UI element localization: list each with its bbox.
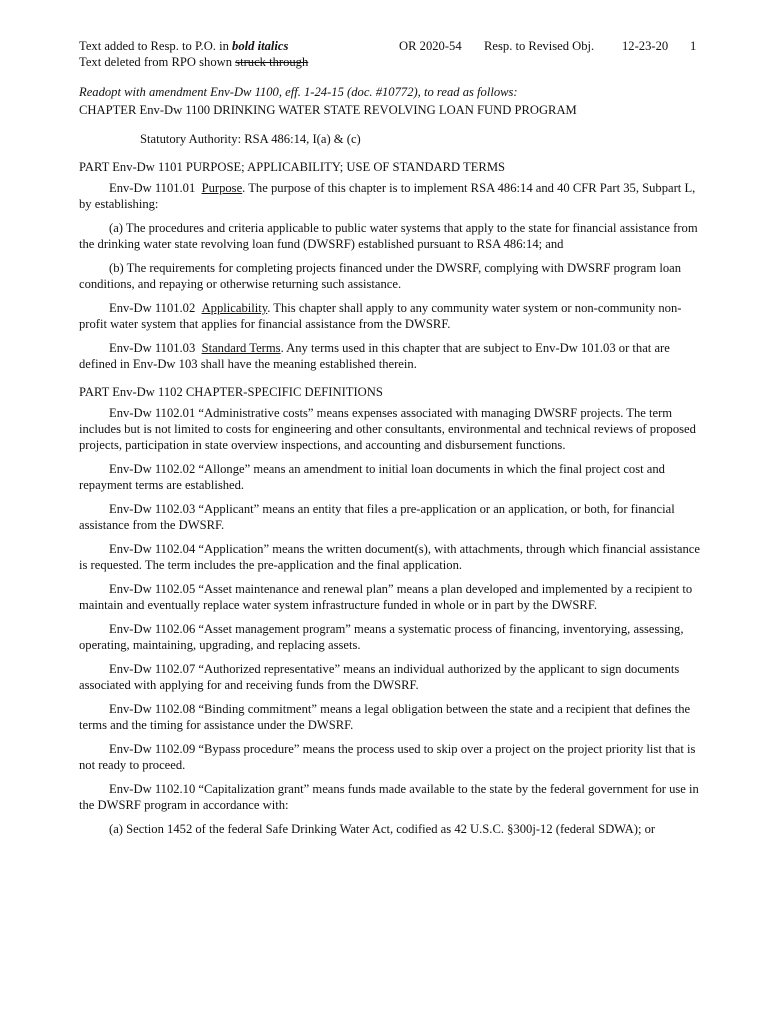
definition-1102-06: Env-Dw 1102.06 “Asset management program” means a systematic process of financing, inventorying, assessing, operating, maintaining, upgrading, and replacing assets.: [79, 622, 684, 652]
page-number: 1: [690, 39, 697, 53]
definition-1102-07: Env-Dw 1102.07 “Authorized representative” means an individual authorized by the applicant to sign documents associated with applying for and receiving funds from the DWSRF.: [79, 662, 680, 692]
chapter-title: CHAPTER Env-Dw 1100 DRINKING WATER STATE REVOLVING LOAN FUND PROGRAM: [79, 103, 577, 117]
section-1101-01-a: (a) The procedures and criteria applicable to public water systems that apply to the state for financial assistance from the drinking water state revolving loan fund (DWSRF) established pursuant to RSA 486:14; and: [79, 221, 698, 251]
header-date: 12-23-20: [622, 39, 669, 53]
page-header: [79, 38, 699, 70]
legend: [79, 38, 308, 70]
definition-1102-10-a: (a) Section 1452 of the federal Safe Drinking Water Act, codified as 42 U.S.C. §300j-12 (federal SDWA); or: [109, 822, 656, 836]
definition-1102-10: Env-Dw 1102.10 “Capitalization grant” means funds made available to the state by the federal government for use in the DWSRF program in accordance with:: [79, 782, 699, 812]
section-heading: Standard Terms: [201, 341, 281, 355]
response-label: Resp. to Revised Obj.: [484, 39, 595, 53]
part-1102-title: PART Env-Dw 1102 CHAPTER-SPECIFIC DEFINITIONS: [79, 385, 383, 399]
definition-1102-03: Env-Dw 1102.03 “Applicant” means an entity that files a pre-application or an application, or both, for financial assistance from the DWSRF.: [79, 502, 675, 532]
section-1101-01: Env-Dw 1101.01 Purpose. The purpose of this chapter is to implement RSA 486:14 and 40 CFR Part 35, Subpart L, by establishing:: [79, 181, 696, 211]
section-1101-03: Env-Dw 1101.03 Standard Terms. Any terms used in this chapter that are subject to Env-Dw 101.03 or that are defined in Env-Dw 103 shall have the meaning established therein.: [79, 341, 670, 371]
legend-deleted: Text deleted from RPO shown struck through: [79, 55, 309, 69]
readopt-note: Readopt with amendment Env-Dw 1100, eff. 1-24-15 (doc. #10772), to read as follows:: [79, 85, 518, 99]
legend-bold-italic: bold italics: [232, 39, 289, 53]
definition-1102-08: Env-Dw 1102.08 “Binding commitment” means a legal obligation between the state and a recipient that defines the terms and the timing for assistance under the DWSRF.: [79, 702, 691, 732]
section-heading: Purpose: [201, 181, 243, 195]
legend-added: Text added to Resp. to P.O. in bold italics: [79, 39, 289, 53]
statutory-authority: Statutory Authority: RSA 486:14, I(a) & (c): [140, 132, 361, 146]
section-1101-02: Env-Dw 1101.02 Applicability. This chapter shall apply to any community water system or non-community non-profit water system that applies for financial assistance from the DWSRF.: [79, 301, 682, 331]
part-1101-title: PART Env-Dw 1101 PURPOSE; APPLICABILITY; USE OF STANDARD TERMS: [79, 160, 506, 174]
document-body: [79, 84, 703, 837]
definition-1102-05: Env-Dw 1102.05 “Asset maintenance and renewal plan” means a plan developed and implemented by a recipient to maintain and eventually replace water system infrastructure funded in whole or in part by the DWSRF.: [79, 582, 693, 612]
section-1101-01-b: (b) The requirements for completing projects financed under the DWSRF, complying with DWSRF program loan conditions, and repaying or otherwise returning such assistance.: [79, 261, 682, 291]
definition-1102-09: Env-Dw 1102.09 “Bypass procedure” means the process used to skip over a project on the project priority list that is not ready to proceed.: [79, 742, 696, 772]
definition-1102-04: Env-Dw 1102.04 “Application” means the written document(s), with attachments, through which financial assistance is requested. The term includes the pre-application and the final application.: [79, 542, 700, 572]
doc-number: OR 2020-54: [399, 39, 462, 53]
section-heading: Applicability: [201, 301, 268, 315]
definition-1102-02: Env-Dw 1102.02 “Allonge” means an amendment to initial loan documents in which the final project cost and repayment terms are established.: [79, 462, 665, 492]
definition-1102-01: Env-Dw 1102.01 “Administrative costs” means expenses associated with managing DWSRF projects. The term includes but is not limited to costs for engineering and other consultants, environmental and technical reviews of proposed projects, participation in state overview inspections, and accounting and disbursement functions.: [79, 406, 696, 452]
legend-struck: struck through: [235, 55, 309, 69]
